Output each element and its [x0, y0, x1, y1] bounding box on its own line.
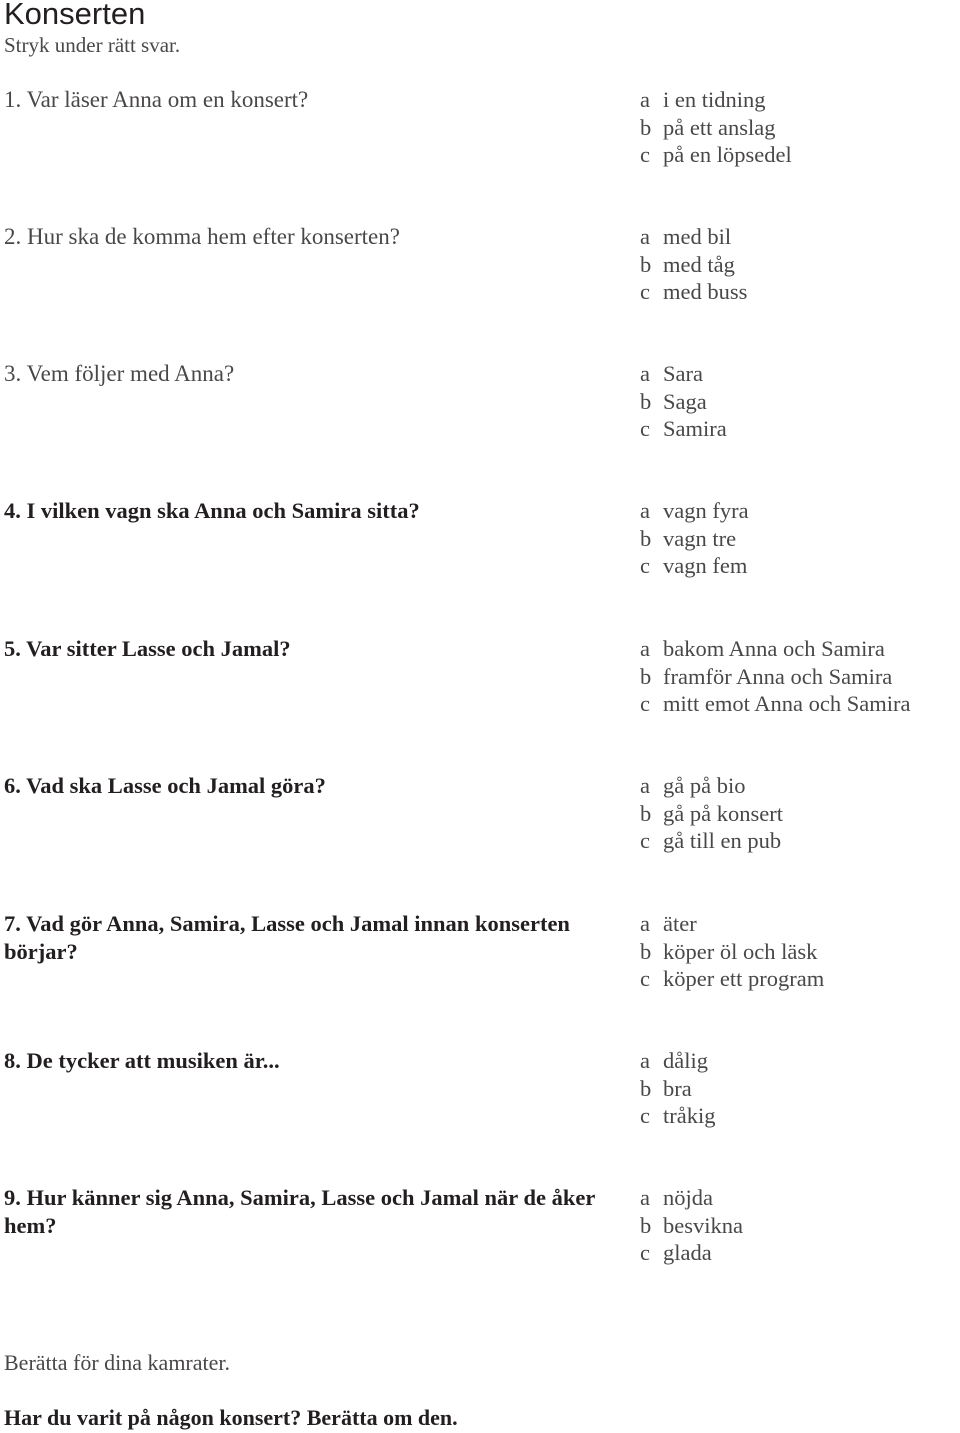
- option-letter: c: [640, 691, 650, 716]
- option-letter: a: [640, 87, 650, 112]
- option-text: i en tidning: [663, 87, 766, 112]
- question-8-options: [640, 1047, 960, 1130]
- option-4a[interactable]: [640, 497, 960, 525]
- option-6b[interactable]: [640, 800, 960, 828]
- option-9a[interactable]: [640, 1184, 960, 1212]
- option-4b[interactable]: [640, 525, 960, 553]
- question-9-text: 9. Hur känner sig Anna, Samira, Lasse och Jamal när de åker hem?: [4, 1185, 595, 1238]
- option-2b[interactable]: [640, 251, 960, 279]
- option-text: äter: [663, 911, 697, 936]
- option-text: besvikna: [663, 1212, 743, 1238]
- option-letter: a: [640, 224, 650, 249]
- option-2c[interactable]: [640, 278, 960, 306]
- option-letter: c: [640, 553, 650, 578]
- instruction-text: Stryk under rätt svar.: [4, 33, 181, 57]
- option-text: gå till en pub: [663, 828, 782, 853]
- option-letter: a: [640, 498, 650, 523]
- option-3b[interactable]: [640, 388, 960, 416]
- option-text: på ett anslag: [663, 114, 776, 140]
- option-9b[interactable]: [640, 1212, 960, 1240]
- option-letter: c: [640, 416, 650, 441]
- question-7-options: [640, 910, 960, 993]
- option-letter: a: [640, 361, 650, 386]
- option-letter: b: [640, 1075, 652, 1101]
- option-text: mitt emot Anna och Samira: [663, 691, 911, 716]
- option-7b[interactable]: [640, 938, 960, 966]
- option-1c[interactable]: [640, 141, 960, 169]
- option-letter: c: [640, 142, 650, 167]
- discussion-prompt: Har du varit på någon konsert? Berätta om den.: [4, 1405, 458, 1430]
- option-text: Sara: [663, 361, 703, 386]
- option-text: tråkig: [663, 1103, 716, 1128]
- option-letter: b: [640, 663, 652, 689]
- option-8a[interactable]: [640, 1047, 960, 1075]
- option-letter: c: [640, 966, 650, 991]
- option-9c[interactable]: [640, 1239, 960, 1267]
- option-letter: b: [640, 525, 652, 551]
- option-7a[interactable]: [640, 910, 960, 938]
- option-text: med tåg: [663, 251, 735, 277]
- option-1a[interactable]: [640, 86, 960, 114]
- question-3-text: 3. Vem följer med Anna?: [4, 361, 235, 386]
- tell-friends-text: Berätta för dina kamrater.: [4, 1350, 231, 1375]
- question-6-options: [640, 772, 960, 855]
- option-text: glada: [663, 1240, 712, 1265]
- option-text: med bil: [663, 224, 732, 249]
- option-letter: b: [640, 114, 652, 140]
- option-5c[interactable]: [640, 690, 960, 718]
- option-text: Saga: [663, 388, 707, 414]
- option-6a[interactable]: [640, 772, 960, 800]
- option-letter: c: [640, 279, 650, 304]
- question-9-options: [640, 1184, 960, 1267]
- option-7c[interactable]: [640, 965, 960, 993]
- option-3c[interactable]: [640, 415, 960, 443]
- option-letter: b: [640, 800, 652, 826]
- option-8b[interactable]: [640, 1075, 960, 1103]
- option-text: vagn fem: [663, 553, 748, 578]
- option-text: köper öl och läsk: [663, 938, 818, 964]
- option-letter: a: [640, 1048, 650, 1073]
- option-letter: c: [640, 828, 650, 853]
- option-text: bakom Anna och Samira: [663, 636, 885, 661]
- option-4c[interactable]: [640, 552, 960, 580]
- question-4-options: [640, 497, 960, 580]
- option-text: köper ett program: [663, 966, 825, 991]
- option-5b[interactable]: [640, 663, 960, 691]
- option-letter: a: [640, 911, 650, 936]
- option-letter: b: [640, 388, 652, 414]
- option-text: på en löpsedel: [663, 142, 792, 167]
- question-1-text: 1. Var läser Anna om en konsert?: [4, 87, 309, 112]
- option-text: dålig: [663, 1048, 708, 1073]
- option-text: nöjda: [663, 1185, 713, 1210]
- option-text: vagn fyra: [663, 498, 749, 523]
- option-6c[interactable]: [640, 827, 960, 855]
- option-letter: c: [640, 1103, 650, 1128]
- question-2-options: [640, 223, 960, 306]
- option-letter: c: [640, 1240, 650, 1265]
- question-5-text: 5. Var sitter Lasse och Jamal?: [4, 636, 291, 661]
- question-7-text: 7. Vad gör Anna, Samira, Lasse och Jamal innan konserten börjar?: [4, 911, 570, 964]
- option-text: framför Anna och Samira: [663, 663, 893, 689]
- option-letter: a: [640, 1185, 650, 1210]
- page-title: Konserten: [4, 0, 146, 31]
- option-letter: b: [640, 938, 652, 964]
- question-2-text: 2. Hur ska de komma hem efter konserten?: [4, 224, 400, 249]
- option-letter: b: [640, 251, 652, 277]
- question-5-options: [640, 635, 960, 718]
- option-letter: a: [640, 636, 650, 661]
- question-6-text: 6. Vad ska Lasse och Jamal göra?: [4, 773, 326, 798]
- option-text: gå på bio: [663, 773, 746, 798]
- option-8c[interactable]: [640, 1102, 960, 1130]
- option-text: vagn tre: [663, 525, 737, 551]
- option-text: med buss: [663, 279, 748, 304]
- option-letter: a: [640, 773, 650, 798]
- question-3-options: [640, 360, 960, 443]
- question-8-text: 8. De tycker att musiken är...: [4, 1048, 280, 1073]
- option-text: gå på konsert: [663, 800, 783, 826]
- option-1b[interactable]: [640, 114, 960, 142]
- option-text: bra: [663, 1075, 692, 1101]
- option-letter: b: [640, 1212, 652, 1238]
- question-4-text: 4. I vilken vagn ska Anna och Samira sitta?: [4, 498, 420, 523]
- option-5a[interactable]: [640, 635, 960, 663]
- option-3a[interactable]: [640, 360, 960, 388]
- question-1-options: [640, 86, 960, 169]
- option-2a[interactable]: [640, 223, 960, 251]
- option-text: Samira: [663, 416, 727, 441]
